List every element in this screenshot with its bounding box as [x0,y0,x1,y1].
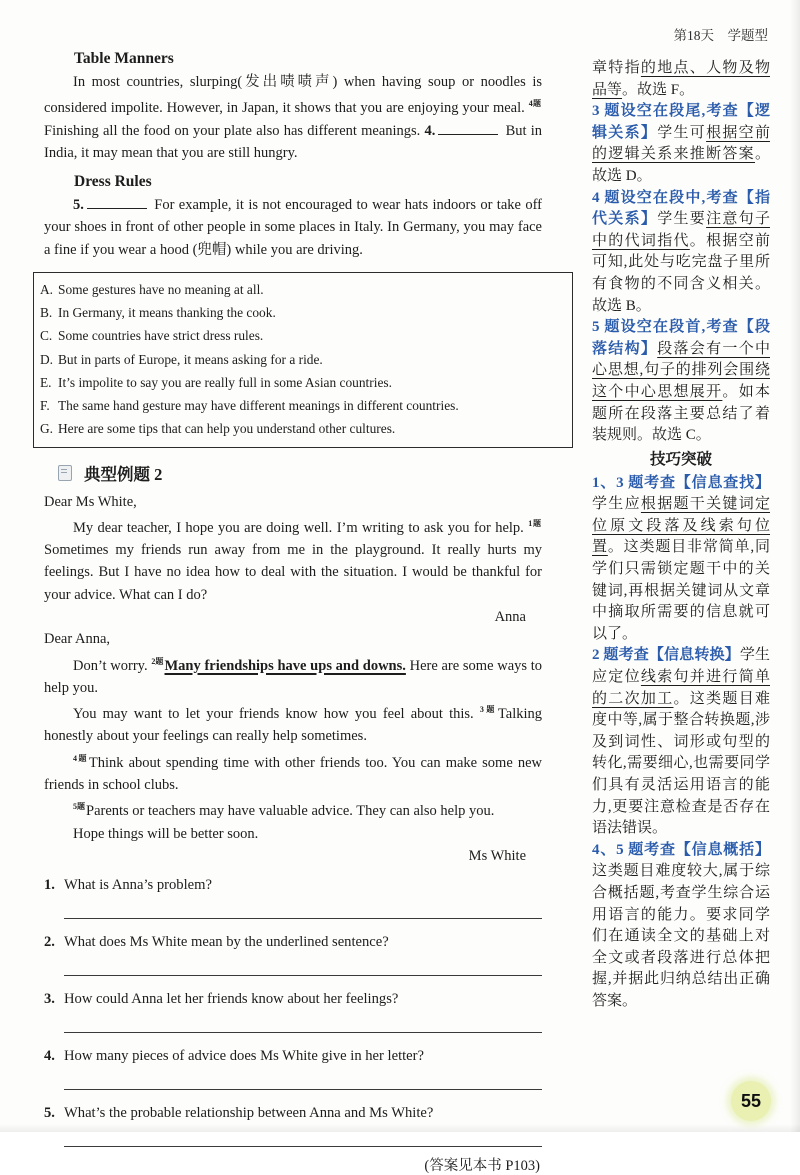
sidebar-note: 1、3 题考查【信息查找】学生应根据题干关键词定位原文段落及线索句位置。这类题目非常简单,同学们只需锁定题干中的关键词,再根据关键词从文章中摘取所需要的信息就可以了。 [592,474,770,642]
example-title: 典型例题 2 [84,464,163,484]
passage1-paragraph: In most countries, slurping(发出啧啧声) when having soup or noodles is considered impolite. However, in Japan, it shows that you are enjoying your meal. $^{4题}$Finishing all the food on your plate also has different meanings. 4. But in India, it may mean that you are still hungry. [44,74,542,161]
question-row [44,924,542,952]
question-row [44,867,542,895]
option-row [40,324,564,347]
option-row [40,348,564,371]
option-label: C. [40,328,53,344]
option-text: Some gestures have no meaning at all. [58,282,264,298]
option-text: But in parts of Europe, it means asking for a ride. [58,351,323,367]
letter2-signature: Ms White [468,847,526,864]
letter1-body: My dear teacher, I hope you are doing well. I’m writing to ask you for help. $^{1题}$Sometimes my friends run away from me in the playground. It really hurts my feelings. But I have no idea how to deal with the situation. I would be thankful for your advice. What can I do? [44,518,542,603]
question-number: 5. [44,1105,55,1122]
sidebar-note: 2 题考查【信息转换】学生应定位线索句并进行简单的二次加工。这类题目难度中等,属于整合转换题,涉及到词性、词形或句型的转化,需要细心,也需要同学们具有灵活运用语言的能力,更要注意检查是否存在语法错误。 [592,647,770,837]
option-label: E. [40,374,52,390]
passage2-heading: Dress Rules [74,173,152,191]
passage1-heading: Table Manners [74,50,174,67]
option-row [40,371,564,394]
letter2-closing: Hope things will be better soon. [73,825,259,842]
page-number-badge: 55 [731,1081,771,1121]
sidebar-note: 4、5 题考查【信息概括】这类题目难度较大,属于综合概括题,考查学生综合运用语言的能力。要求同学们在通读全文的基础上对全文或者段落进行总体把握,并据此归纳总结出正确答案。 [592,841,770,1009]
page-header-label: 第18天 学题型 [673,28,768,43]
option-text: It’s impolite to say you are really full in some Asian countries. [58,374,392,390]
answer-blank-line [64,918,542,919]
sidebar-note: 5 题设空在段首,考查【段落结构】段落会有一个中心思想,句子的排列会围绕这个中心思想展开。如本题所在段落主要总结了着装规则。故选 C。 [592,319,770,444]
option-label: A. [40,282,54,298]
letter2-paragraph-2: You may want to let your friends know how you feel about this. $^{3题}$Talking honestly about your feelings can really help sometimes. [44,705,543,745]
question-row [44,981,542,1009]
letter2-paragraph-1: Don’t worry. $^{2题}$Many friendships have ups and downs. Here are some ways to help you. [44,656,543,696]
question-text: How many pieces of advice does Ms White give in her letter? [64,1048,424,1065]
sidebar-note: 3 题设空在段尾,考查【逻辑关系】学生可根据空前的逻辑关系来推断答案。故选 D。 [592,103,770,184]
option-row [40,278,564,301]
page-edge-shadow [790,0,800,1132]
option-row [40,301,564,324]
letter2-paragraph-3: $^{4题}$Think about spending time with other friends too. You can make some new friends in school clubs. [44,753,542,794]
option-label: G. [40,421,54,437]
option-row [40,417,564,440]
question-text: What’s the probable relationship between Anna and Ms White? [64,1105,434,1122]
page-edge-shadow [0,1124,800,1132]
option-text: In Germany, it means thanking the cook. [58,305,276,321]
letter1-signature: Anna [494,608,526,625]
option-text: Here are some tips that can help you understand other cultures. [58,421,396,437]
answer-blank-line [64,1089,542,1090]
question-text: How could Anna let her friends know about her feelings? [64,991,399,1008]
answer-blank-line [64,1032,542,1033]
sidebar-note: 4 题设空在段中,考查【指代关系】学生要注意句子中的代词指代。根据空前可知,此处与吃完盘子里所有食物的不同含义相关。故选 B。 [592,189,770,314]
options-box [33,272,573,447]
question-row [44,1038,542,1066]
answer-blank-line [64,1146,542,1147]
sidebar-notes [592,24,770,1013]
question-row [44,1095,542,1123]
example-heading [58,461,542,485]
question-number: 4. [44,1048,55,1065]
skill-section-heading: 技巧突破 [649,450,712,468]
question-number: 2. [44,934,55,951]
question-text: What does Ms White mean by the underlined sentence? [64,934,389,951]
question-number: 3. [44,991,55,1008]
option-row [40,394,564,417]
question-number: 1. [44,877,55,894]
passage2-paragraph: 5. For example, it is not encouraged to wear hats indoors or take off your shoes in front of other people in some places in Italy. In Germany, you may face a fine if you wear a hood (兜帽) while you are driving. [44,197,542,258]
answer-blank-line [64,975,542,976]
option-text: Some countries have strict dress rules. [58,328,264,344]
option-label: B. [40,305,53,321]
main-column [40,50,543,1175]
sidebar-note: 章特指的地点、人物及物品等。故选 F。 [592,60,770,98]
notebook-icon [58,465,72,481]
option-text: The same hand gesture may have different meanings in different countries. [58,398,459,414]
option-label: F. [40,398,50,414]
answer-reference: (答案见本书 P103) [424,1158,540,1175]
question-text: What is Anna’s problem? [64,877,212,894]
letter2-salutation: Dear Anna, [44,631,111,648]
option-label: D. [40,351,54,367]
letter2-paragraph-4: $^{5题}$Parents or teachers may have valuable advice. They can also help you. [73,802,495,820]
letter1-salutation: Dear Ms White, [44,493,137,510]
